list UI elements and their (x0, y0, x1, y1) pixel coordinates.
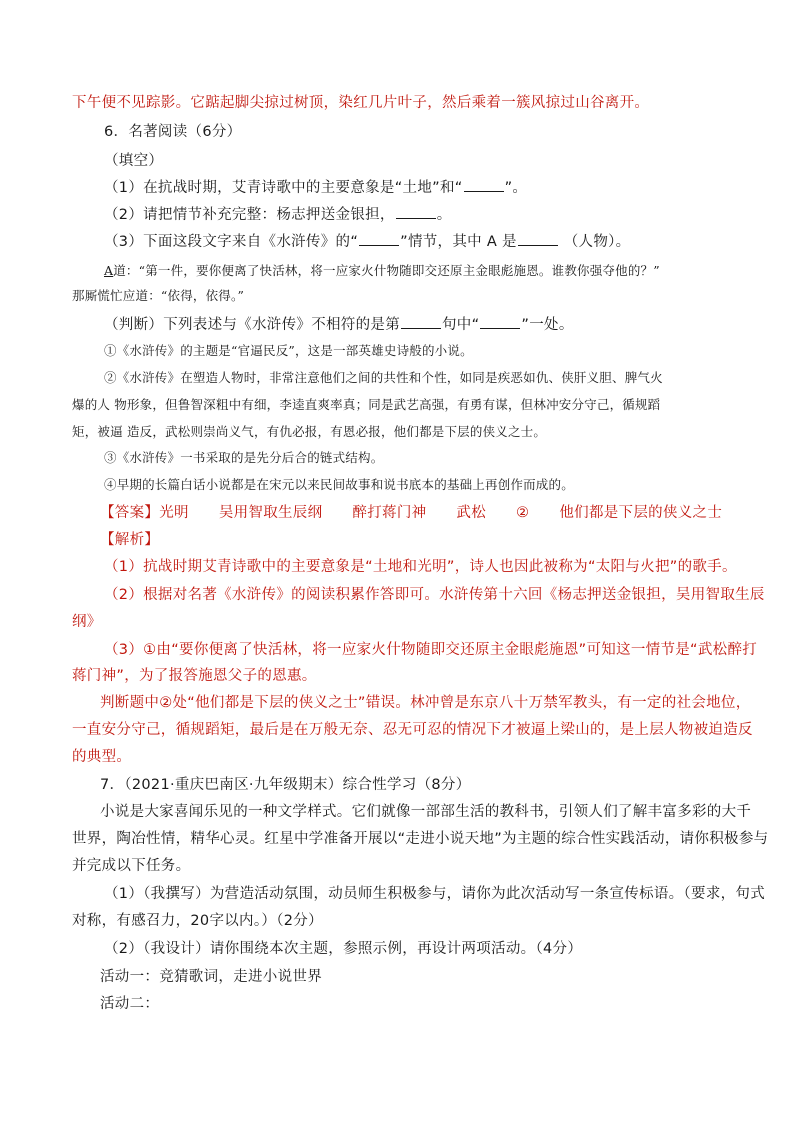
answer-blank (518, 231, 558, 246)
fill-item-1 (104, 177, 527, 199)
quote-line-1 (104, 260, 660, 282)
fill-item-3 (104, 231, 630, 253)
judge-prompt (104, 314, 574, 336)
fill-item-2-text-b: 。 (436, 207, 452, 223)
analysis-3-line-1: （3）①由“要你便离了快活林，将一应家火什物随即交还原主金眼彪施恩”可知这一情节是“武松醉打 (104, 642, 758, 658)
analysis-1: （1）抗战时期艾青诗歌中的主要意象是“土地和光明”，诗人也因此被称为“太阳与火把”的歌手。 (104, 559, 737, 575)
judge-analysis-line-2: 一直安分守己，循规蹈矩，最后是在万般无奈、忍无可忍的情况下才被逼上梁山的，是上层人物被迫造反 (72, 722, 753, 738)
option-4: ④早期的长篇白话小说都是在宋元以来民间故事和说书底本的基础上再创作而成的。 (104, 477, 574, 492)
answer-item: 醉打蒋门神 (352, 505, 427, 521)
q7-sub1-line-1: （1）（我撰写）为营造活动氛围，动员师生积极参与，请你为此次活动写一条宣传标语。（要求，句式 (104, 886, 766, 902)
quote-line-2: 那厮慌忙应道：“依得，依得。” (72, 288, 245, 303)
activity-1: 活动一：竞猜歌词，走进小说世界 (100, 969, 322, 985)
question-7-title: 7．（2021·重庆巴南区·九年级期末）综合性学习（8分） (100, 777, 471, 793)
activity-2: 活动二： (100, 996, 160, 1012)
q7-sub2: （2）（我设计）请你围绕本次主题，参照示例，再设计两项活动。（4分） (104, 941, 583, 957)
fill-item-2-text-a: （2）请把情节补充完整：杨志押送金银担， (104, 207, 395, 223)
q7-intro-line-1: 小说是大家喜闻乐见的一种文学样式。它们就像一部部生活的教科书，引领人们了解丰富多彩的大千 (100, 804, 752, 820)
answer-blank (480, 314, 520, 329)
analysis-3-line-2: 蒋门神”，为了报答施恩父子的恩惠。 (72, 668, 317, 684)
q7-intro-line-2: 世界，陶冶性情，精华心灵。红星中学准备开展以“走进小说天地”为主题的综合性实践活动，请你积极参与 (72, 831, 769, 847)
answer-item: 光明 (159, 505, 189, 521)
answer-label: 【答案】 (100, 505, 160, 521)
judge-prompt-b: 句中“ (442, 317, 480, 333)
answer-item: 他们都是下层的侠义之士 (559, 505, 723, 521)
analysis-label: 【解析】 (100, 532, 160, 548)
option-1: ①《水浒传》的主题是“官逼民反”，这是一部英雄史诗般的小说。 (104, 343, 473, 358)
judge-analysis-line-3: 的典型。 (72, 749, 132, 765)
fill-item-3-text-b: ”情节，其中 A 是 (400, 234, 517, 250)
question-6-title: 6．名著阅读（6分） (104, 124, 242, 140)
answer-blank (464, 177, 504, 192)
answer-item: ② (516, 505, 530, 521)
quote-line-1-text: 道：“第一件，要你便离了快活林，将一应家火什物随即交还原主金眼彪施恩。谁教你强夺他的？” (113, 263, 660, 278)
option-3: ③《水浒传》一书采取的是先分后合的链式结构。 (104, 450, 384, 465)
answer-line (100, 502, 722, 524)
fill-item-1-text-a: （1）在抗战时期，艾青诗歌中的主要意象是“土地”和“ (104, 180, 463, 196)
option-2-line-1: ②《水浒传》在塑造人物时，非常注意他们之间的共性和个性，如同是疾恶如仇、侠肝义胆、脾气火 (104, 370, 663, 385)
analysis-2-line-2: 纲》 (72, 614, 102, 630)
q7-intro-line-3: 并完成以下任务。 (72, 858, 191, 874)
analysis-2-line-1: （2）根据对名著《水浒传》的阅读积累作答即可。水浒传第十六回《杨志押送金银担，吴用智取生辰 (104, 587, 765, 603)
fill-item-2 (104, 204, 452, 226)
answer-item: 武松 (456, 505, 487, 521)
passage-ending-line: 下午便不见踪影。它踮起脚尖掠过树顶，染红几片叶子，然后乘着一簇风掠过山谷离开。 (72, 95, 650, 111)
fill-item-1-text-b: ”。 (504, 180, 528, 196)
option-2-line-3: 矩，被逼 造反，武松则崇尚义气，有仇必报，有恩必报，他们都是下层的侠义之士。 (72, 424, 547, 439)
quote-blank-letter: A (104, 263, 114, 278)
fill-item-3-text-a: （3）下面这段文字来自《水浒传》的“ (104, 234, 359, 250)
judge-analysis-line-1: 判断题中②处“他们都是下层的侠义之士”错误。林冲曾是东京八十万禁军教头，有一定的社会地位， (100, 695, 751, 711)
fill-in-tag: （填空） (104, 153, 164, 169)
answer-blank (396, 204, 436, 219)
fill-item-3-text-c: （人物）。 (563, 234, 631, 250)
judge-prompt-a: （判断）下列表述与《水浒传》不相符的是第 (104, 317, 400, 333)
q7-sub1-line-2: 对称，有感召力，20字以内。）（2分） (72, 913, 323, 929)
judge-prompt-c: ”一处。 (521, 317, 574, 333)
answer-item: 吴用智取生辰纲 (218, 505, 323, 521)
answer-blank (359, 231, 399, 246)
answer-blank (401, 314, 441, 329)
option-2-line-2: 爆的人 物形象，但鲁智深粗中有细，李逵直爽率真；同是武艺高强，有勇有谋，但林冲安分守己，循规蹈 (72, 397, 661, 412)
